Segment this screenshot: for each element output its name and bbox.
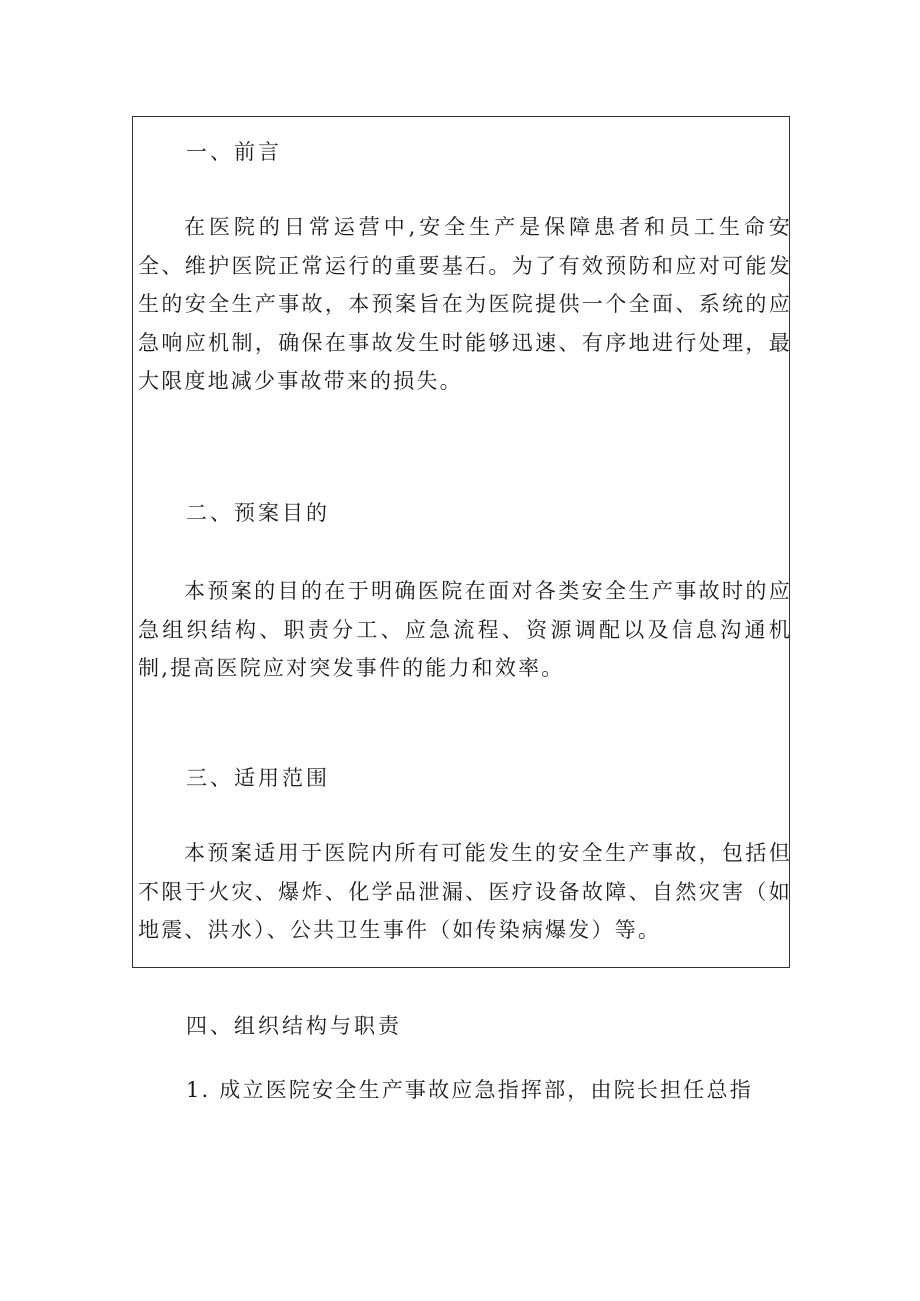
section-heading-preface: 一、前言 bbox=[186, 140, 282, 164]
organization-list-item-1: 1. 成立医院安全生产事故应急指挥部，由院长担任总指 bbox=[186, 1078, 753, 1102]
section-body-scope: 本预案适用于医院内所有可能发生的安全生产事故，包括但不限于火灾、爆炸、化学品泄漏、医疗设备故障、自然灾害（如地震、洪水）、公共卫生事件（如传染病爆发）等。 bbox=[138, 841, 792, 942]
section-heading-scope: 三、适用范围 bbox=[186, 766, 330, 790]
section-heading-organization: 四、组织结构与职责 bbox=[186, 1014, 402, 1038]
section-body-purpose: 本预案的目的在于明确医院在面对各类安全生产事故时的应急组织结构、职责分工、应急流程、资源调配以及信息沟通机制,提高医院应对突发事件的能力和效率。 bbox=[138, 579, 792, 680]
section-heading-purpose: 二、预案目的 bbox=[186, 501, 330, 525]
section-body-preface: 在医院的日常运营中,安全生产是保障患者和员工生命安全、维护医院正常运行的重要基石。为了有效预防和应对可能发生的安全生产事故，本预案旨在为医院提供一个全面、系统的应急响应机制，确保在事故发生时能够迅速、有序地进行处理，最大限度地减少事故带来的损失。 bbox=[138, 215, 792, 393]
